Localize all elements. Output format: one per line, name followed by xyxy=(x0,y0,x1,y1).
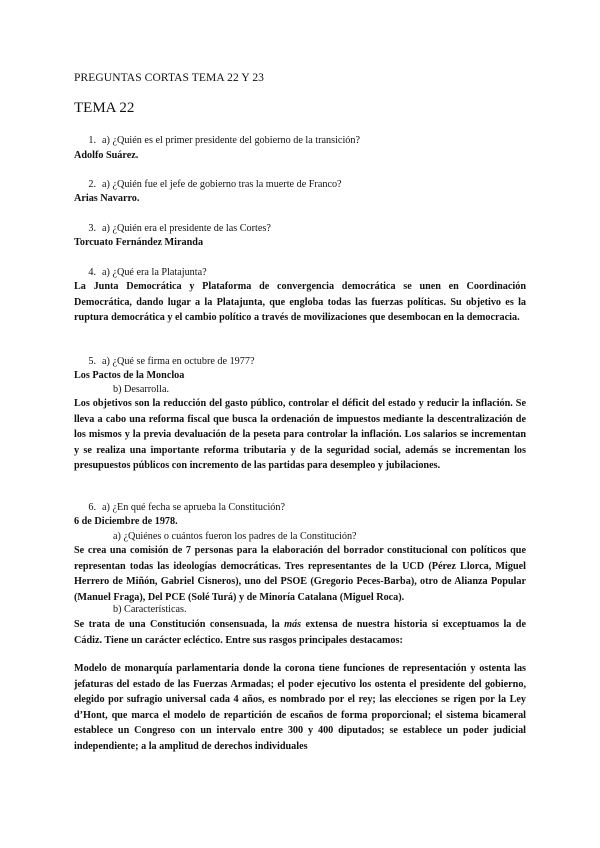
question-2 xyxy=(74,178,526,191)
question-number: 3. xyxy=(88,223,96,234)
question-1 xyxy=(74,134,526,147)
question-6 xyxy=(74,501,526,514)
question-6a xyxy=(74,530,526,543)
question-5 xyxy=(74,355,526,368)
subquestion-text: b) Desarrolla. xyxy=(113,384,170,395)
question-number: 2. xyxy=(88,179,96,190)
answer-2: Arias Navarro. xyxy=(74,193,140,204)
subquestion-text: a) ¿Quiénes o cuántos fueron los padres de la Constitución? xyxy=(113,531,357,542)
document-title: PREGUNTAS CORTAS TEMA 22 Y 23 xyxy=(74,72,265,84)
question-number: 4. xyxy=(88,267,96,278)
answer-6b-features: Modelo de monarquía parlamentaria donde la corona tiene funciones de representación y ostenta las jefaturas del estado de las Fuerzas Armadas; el poder ejecutivo los ostenta el presidente del gobierno, elegido por sufragio universal cada 4 años, es nombrado por el rey; las elecciones se rigen por la Ley d’Hont, que marca el modelo de repartición de escaños de forma proporcional; el sistema bicameral establece un Congreso con un intervalo entre 300 y 400 diputados; se establece un poder judicial independiente; a la amplitud de derechos individuales xyxy=(74,663,526,752)
question-4 xyxy=(74,266,526,279)
section-heading: TEMA 22 xyxy=(74,100,135,116)
answer-text: extensa de nuestra historia si exceptuamos la de Cádiz. Tiene un carácter ecléctico. Entre sus rasgos principales destacamos: xyxy=(74,619,526,646)
answer-6a: Se crea una comisión de 7 personas para la elaboración del borrador constitucional con políticos que representan todas las ideologías democráticas. Tres representantes de la UCD (Pérez Llorca, Miguel Herrero de Miñón, Gabriel Cisneros), uno del PSOE (Gregorio Peces-Barba), otro de Alianza Popular (Manuel Fraga), Del PCE (Solé Turá) y de Minoría Catalana (Miguel Roca). xyxy=(74,545,526,603)
answer-text: Se trata de una Constitución consensuada, la xyxy=(74,619,285,630)
question-number: 1. xyxy=(88,135,96,146)
question-number: 6. xyxy=(88,502,96,513)
question-3 xyxy=(74,222,526,235)
question-text: a) ¿Quién es el primer presidente del gobierno de la transición? xyxy=(102,135,360,146)
answer-1: Adolfo Suárez. xyxy=(74,150,139,161)
question-text: a) ¿En qué fecha se aprueba la Constitución? xyxy=(102,502,286,513)
answer-3: Torcuato Fernández Miranda xyxy=(74,237,204,248)
question-text: a) ¿Quién fue el jefe de gobierno tras la muerte de Franco? xyxy=(102,179,342,190)
answer-4: La Junta Democrática y Plataforma de convergencia democrática se unen en Coordinación Democrática, dando lugar a la Platajunta, que engloba todas las fuerzas políticas. Su objetivo es la ruptura democrática y el cambio político a través de movilizaciones que desembocan en la democracia. xyxy=(74,281,526,323)
answer-emphasis: más xyxy=(284,619,302,630)
answer-6: 6 de Diciembre de 1978. xyxy=(74,516,178,527)
question-text: a) ¿Quién era el presidente de las Cortes? xyxy=(102,223,271,234)
subquestion-text: b) Características. xyxy=(113,604,187,615)
answer-6b-intro xyxy=(74,617,526,648)
question-text: a) ¿Qué se firma en octubre de 1977? xyxy=(102,356,255,367)
answer-5b: Los objetivos son la reducción del gasto público, controlar el déficit del estado y reducir la inflación. Se lleva a cabo una reforma fiscal que busca la ordenación de impuestos mediante la descentralización de los mismos y la previa devaluación de la peseta para controlar la inflación. Los salarios se incrementan y se realiza una importante reforma tributaria y de la seguridad social, además se incrementan los presupuestos públicos con incremento de las partidas para desempleo y jubilaciones. xyxy=(74,398,526,471)
question-text: a) ¿Qué era la Platajunta? xyxy=(102,267,207,278)
question-5b xyxy=(74,383,526,396)
answer-5: Los Pactos de la Moncloa xyxy=(74,370,185,381)
question-6b xyxy=(74,603,526,616)
question-number: 5. xyxy=(88,356,96,367)
